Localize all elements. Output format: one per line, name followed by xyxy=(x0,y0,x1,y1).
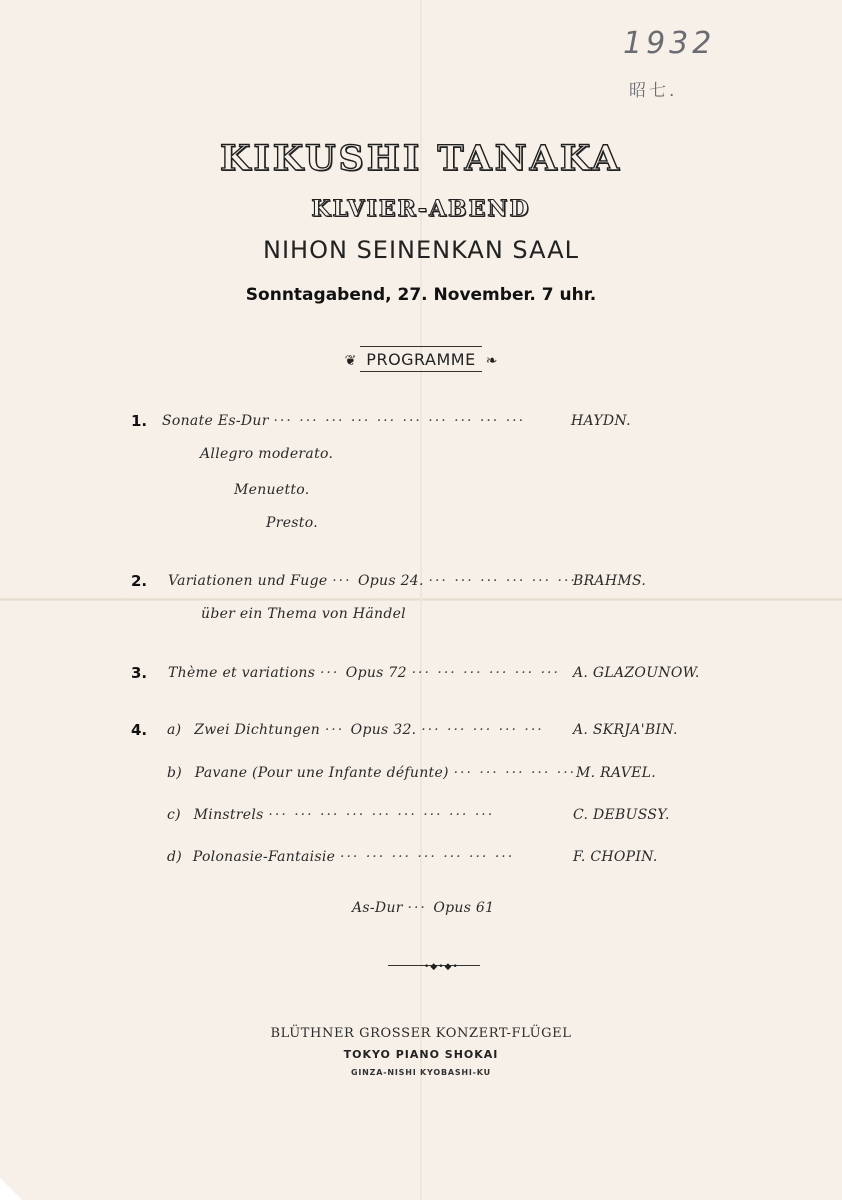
item-composer: C. DEBUSSY. xyxy=(573,807,670,823)
work-opus: Opus 32. xyxy=(350,722,417,738)
piano-credit: BLÜTHNER GROSSER KONZERT-FLÜGEL xyxy=(270,1026,572,1041)
work-key: As-Dur xyxy=(352,900,403,916)
dot-leader: ··· ··· ··· ··· ··· xyxy=(453,765,577,781)
part-letter: d) xyxy=(167,849,183,865)
item-composer: M. RAVEL. xyxy=(576,765,656,781)
work-title: Variationen und Fuge xyxy=(168,573,328,589)
item-composer: A. SKRJA'BIN. xyxy=(573,722,678,738)
movement: Menuetto. xyxy=(234,482,310,498)
part-work xyxy=(167,722,544,738)
venue: NIHON SEINENKAN SAAL xyxy=(263,236,579,264)
item-number: 1. xyxy=(131,412,148,430)
movement: Allegro moderato. xyxy=(200,446,334,462)
vertical-fold xyxy=(420,0,422,1200)
dot-leader: ··· ··· ··· ··· ··· ··· ··· ··· ··· ··· xyxy=(273,413,526,429)
work-title: Zwei Dichtungen xyxy=(194,722,321,738)
item-number: 2. xyxy=(131,572,148,590)
part-letter: c) xyxy=(167,807,181,823)
event-datetime: Sonntagabend, 27. November. 7 uhr. xyxy=(245,285,597,305)
divider-ornament-icon: •◆•◆• xyxy=(424,962,459,972)
item-composer: BRAHMS. xyxy=(573,573,647,589)
work-subtitle: über ein Thema von Händel xyxy=(201,606,406,622)
performer-name: KIKUSHI TANAKA xyxy=(220,138,622,179)
dot-leader: ··· ··· ··· ··· ··· ··· ··· xyxy=(340,849,515,865)
handwritten-year: 1932 xyxy=(623,26,716,61)
programme-heading-wrap xyxy=(0,346,842,372)
item-work xyxy=(168,665,560,681)
item-composer: F. CHOPIN. xyxy=(573,849,658,865)
work-title: Thème et variations xyxy=(168,665,316,681)
part-letter: b) xyxy=(167,765,183,781)
event-subtitle: KLVIER-ABEND xyxy=(311,196,531,222)
item-number: 4. xyxy=(131,721,148,739)
item-composer: A. GLAZOUNOW. xyxy=(573,665,700,681)
dot-leader: ··· ··· ··· ··· ··· ··· ··· ··· ··· xyxy=(268,807,495,823)
right-leaf-ornament-icon: ❧ xyxy=(485,352,498,369)
work-opus: Opus 24. xyxy=(358,573,424,589)
work-opus: Opus 72 xyxy=(345,665,407,681)
dot-leader: ··· xyxy=(319,665,346,681)
dot-leader: ··· xyxy=(324,722,351,738)
handwritten-era-note: 昭七. xyxy=(629,81,678,101)
sponsor-name: TOKYO PIANO SHOKAI xyxy=(343,1048,499,1061)
dot-leader: ··· ··· ··· ··· ··· xyxy=(421,722,544,738)
left-leaf-ornament-icon: ❦ xyxy=(344,352,357,369)
part-work xyxy=(167,765,576,781)
work-title: Pavane (Pour une Infante défunte) xyxy=(194,765,449,781)
torn-corner xyxy=(0,1178,22,1200)
work-title: Sonate Es-Dur xyxy=(162,413,269,429)
work-key-opus xyxy=(352,900,494,916)
work-opus: Opus 61 xyxy=(433,900,495,916)
dot-leader: ··· xyxy=(407,900,434,916)
movement: Presto. xyxy=(266,515,318,531)
item-composer: HAYDN. xyxy=(571,413,631,429)
sponsor-address: GINZA-NISHI KYOBASHI-KU xyxy=(351,1068,491,1077)
work-title: Polonasie-Fantaisie xyxy=(192,849,336,865)
part-letter: a) xyxy=(167,722,182,738)
dot-leader: ··· ··· ··· ··· ··· ··· xyxy=(428,573,577,589)
programme-heading: PROGRAMME xyxy=(360,346,481,372)
dot-leader: ··· xyxy=(332,573,358,589)
dot-leader: ··· ··· ··· ··· ··· ··· xyxy=(411,665,560,681)
item-number: 3. xyxy=(131,664,148,682)
work-title: Minstrels xyxy=(193,807,264,823)
item-work xyxy=(168,573,577,589)
part-work xyxy=(167,807,494,823)
part-work xyxy=(167,849,514,865)
item-work xyxy=(162,413,525,429)
